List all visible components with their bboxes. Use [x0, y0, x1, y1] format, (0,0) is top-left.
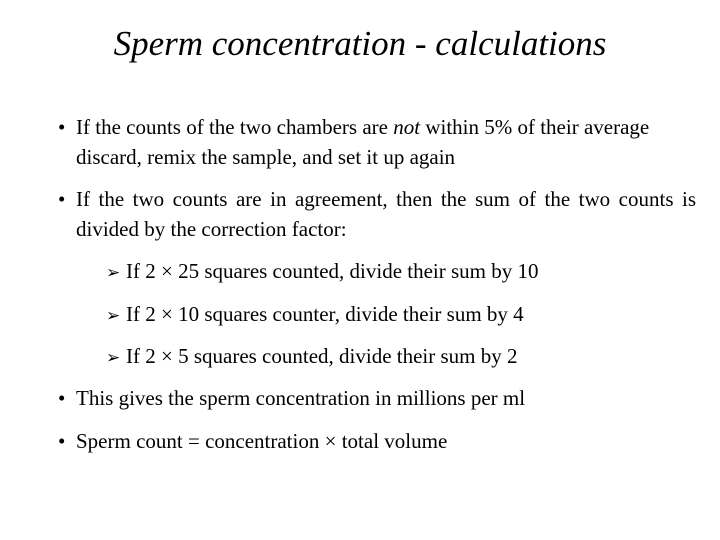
bullet-text: If the two counts are in agreement, then the sum of the two counts is divided by the correction factor:	[76, 187, 696, 241]
subbullet-text: If 2 × 25 squares counted, divide their sum by 10	[126, 259, 539, 283]
bullet-marker: •	[58, 386, 66, 410]
bullet-text-post: within 5% of their average discard, remix the sample, and set it up again	[76, 115, 650, 169]
bullet-marker: •	[58, 429, 66, 453]
arrow-bullet-icon: ➢	[106, 263, 121, 283]
subbullet-text: If 2 × 10 squares counter, divide their sum by 4	[126, 302, 524, 326]
bullet-chamber-agreement	[58, 112, 696, 172]
bullet-sperm-count-formula	[58, 426, 696, 456]
subbullet-25-squares	[106, 256, 686, 288]
bullet-text: This gives the sperm concentration in millions per ml	[76, 386, 526, 410]
arrow-bullet-icon: ➢	[106, 306, 121, 326]
slide-title: Sperm concentration - calculations	[113, 24, 607, 63]
bullet-marker: •	[58, 115, 66, 139]
subbullet-10-squares	[106, 299, 686, 331]
bullet-text-emphasis: not	[393, 115, 421, 139]
arrow-bullet-icon: ➢	[106, 348, 121, 368]
bullet-concentration-units	[58, 383, 696, 413]
subbullet-text: If 2 × 5 squares counted, divide their sum by 2	[126, 344, 518, 368]
bullet-text-pre: If the counts of the two chambers are	[76, 115, 394, 139]
bullet-correction-factor	[58, 184, 696, 244]
subbullet-5-squares	[106, 341, 686, 373]
bullet-text: Sperm count = concentration × total volume	[76, 429, 448, 453]
bullet-marker: •	[58, 187, 66, 211]
